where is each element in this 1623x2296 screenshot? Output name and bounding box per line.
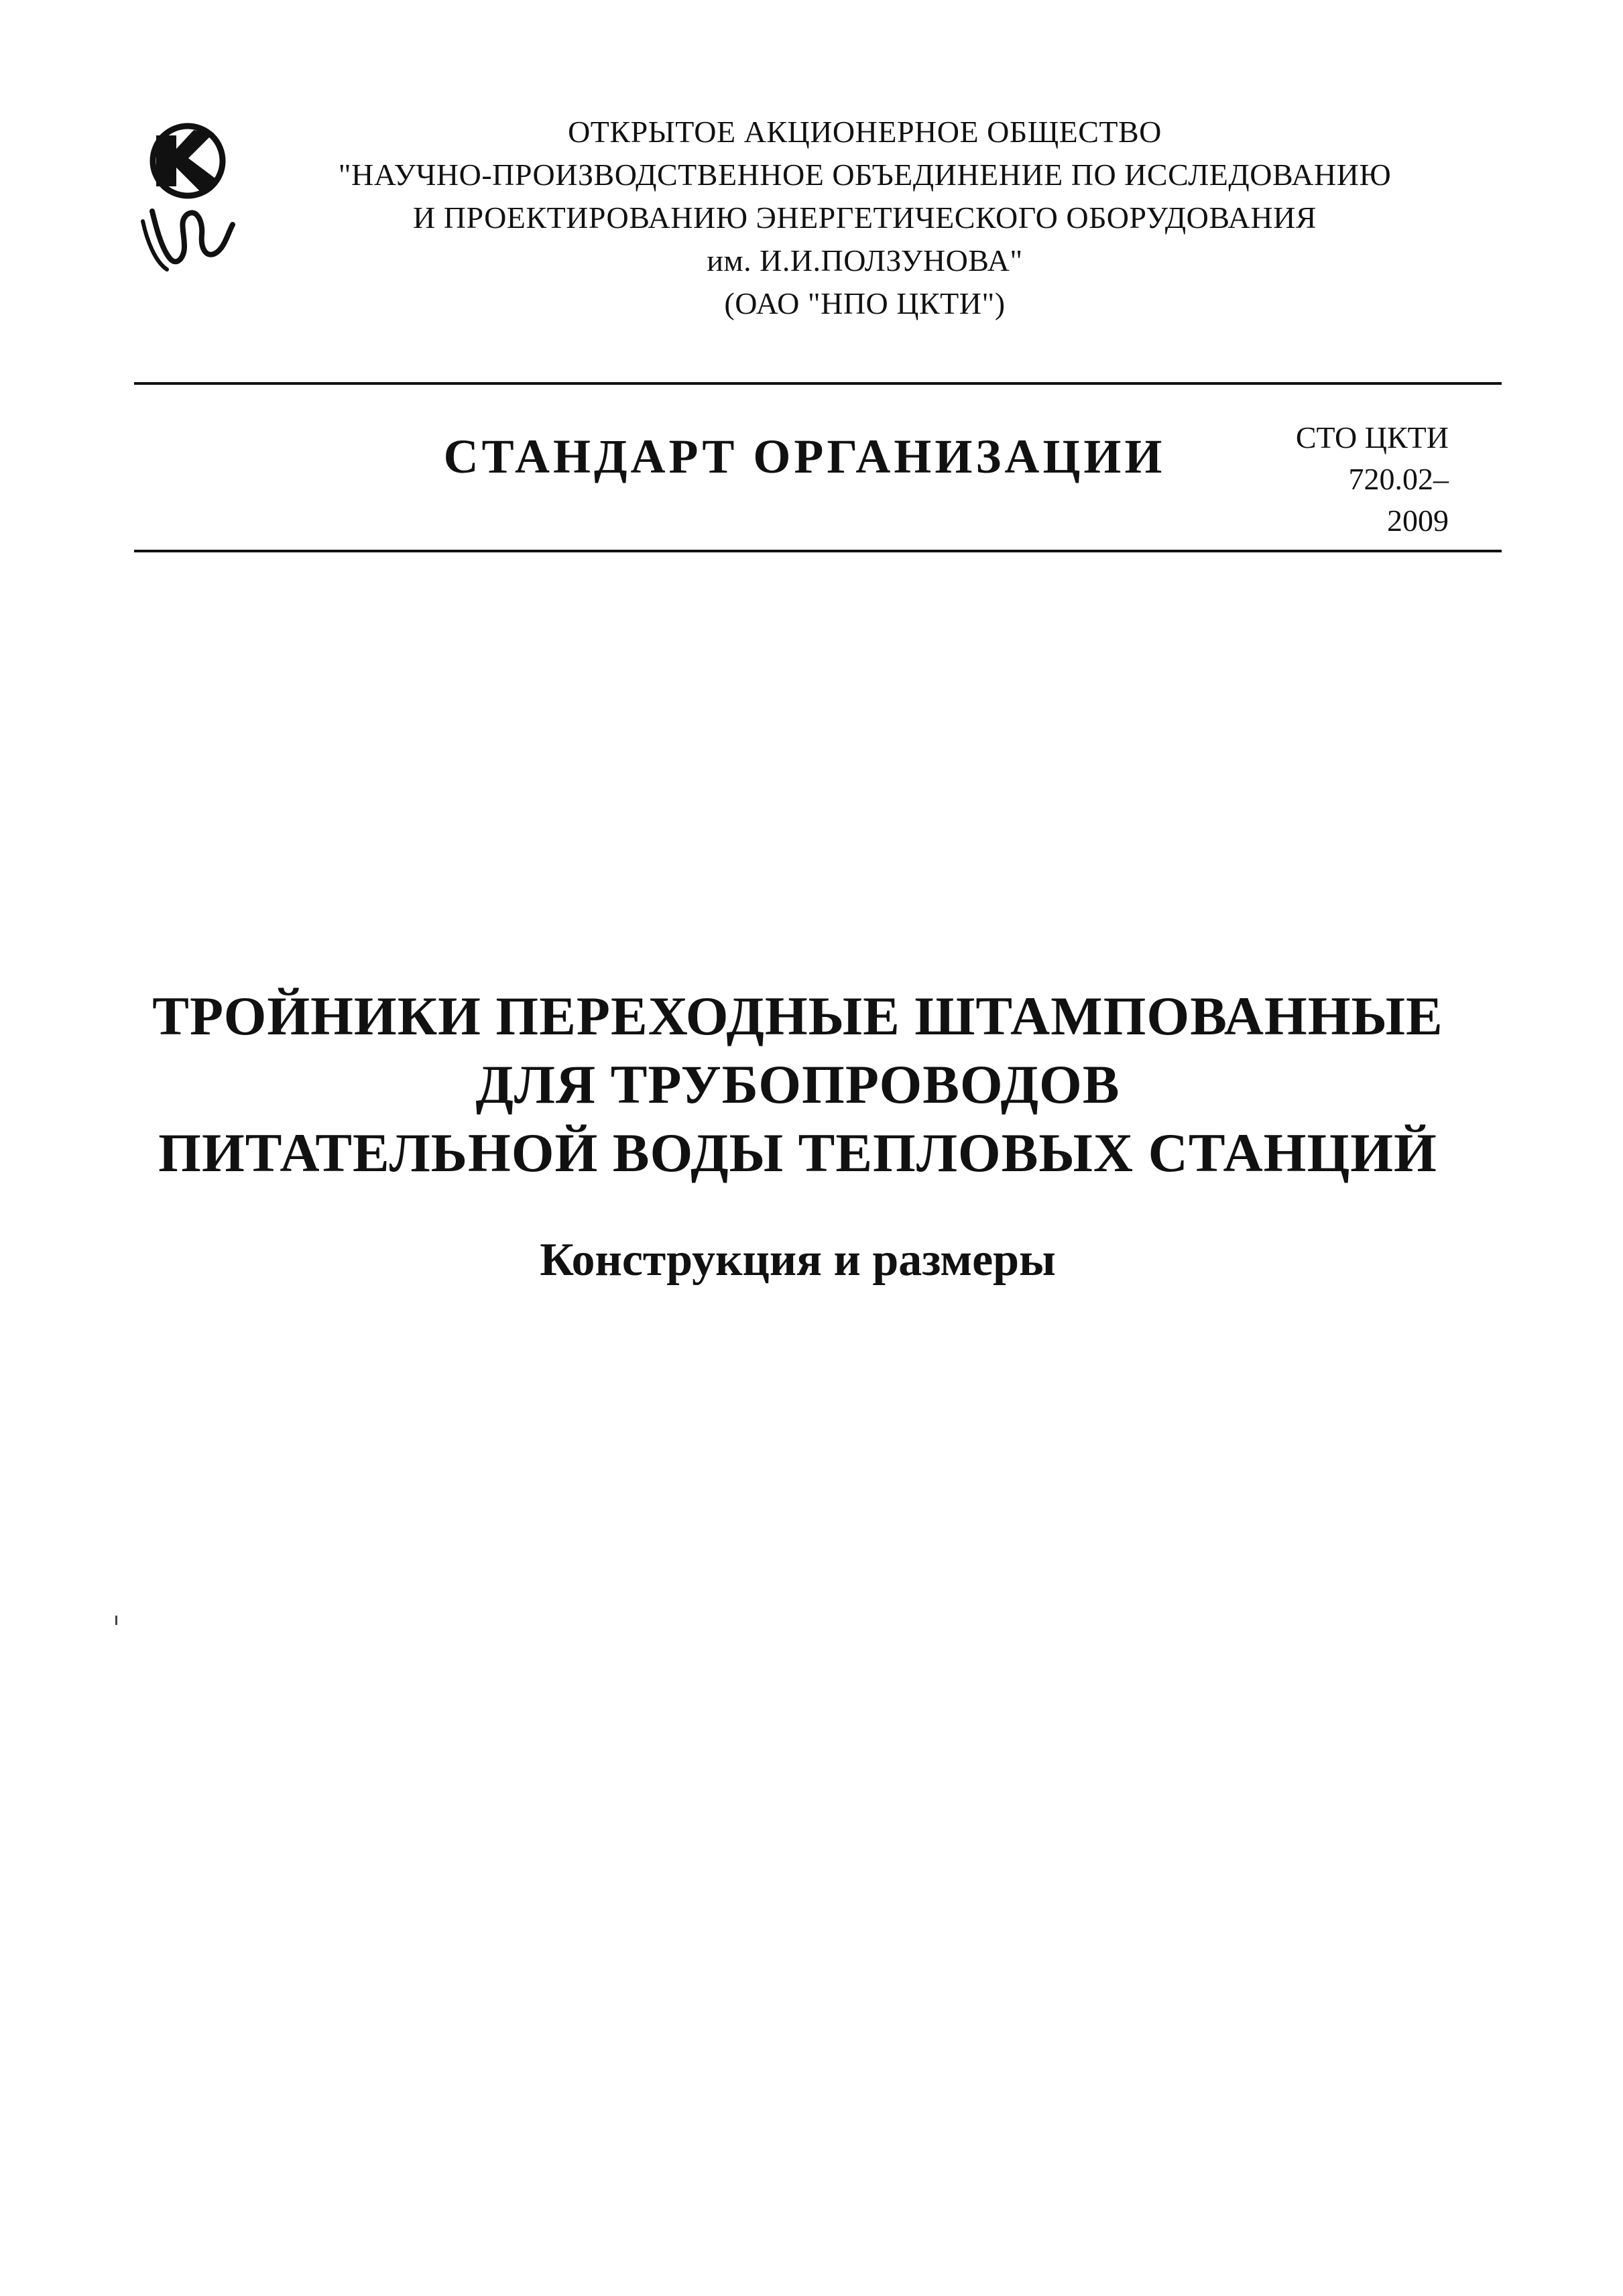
standard-code <box>1167 417 1449 542</box>
standard-code-line-3: 2009 <box>1387 503 1449 538</box>
title-line-2: ДЛЯ ТРУБОПРОВОДОВ <box>475 1054 1120 1115</box>
standard-label: СТАНДАРТ ОРГАНИЗАЦИИ <box>443 430 1166 483</box>
scan-speck <box>115 1616 117 1625</box>
org-line-1: ОТКРЫТОЕ АКЦИОНЕРНОЕ ОБЩЕСТВО <box>568 115 1162 149</box>
title-line-3: ПИТАТЕЛЬНОЙ ВОДЫ ТЕПЛОВЫХ СТАНЦИЙ <box>158 1122 1437 1183</box>
org-line-4: им. И.И.ПОЛЗУНОВА" <box>707 243 1023 278</box>
standard-code-line-2: 720.02– <box>1348 462 1449 496</box>
bottom-divider <box>134 550 1502 552</box>
document-subtitle: Конструкция и размеры <box>540 1234 1056 1286</box>
org-line-5: (ОАО "НПО ЦКТИ") <box>724 286 1006 320</box>
title-line-1: ТРОЙНИКИ ПЕРЕХОДНЫЕ ШТАМПОВАННЫЕ <box>152 985 1443 1046</box>
org-line-3: И ПРОЕКТИРОВАНИЮ ЭНЕРГЕТИЧЕСКОГО ОБОРУДОВАНИЯ <box>413 200 1317 235</box>
top-divider <box>134 382 1502 385</box>
org-line-2: "НАУЧНО-ПРОИЗВОДСТВЕННОЕ ОБЪЕДИНЕНИЕ ПО ИССЛЕДОВАНИЮ <box>338 158 1392 192</box>
ckti-logo-icon <box>137 121 238 275</box>
document-title <box>67 982 1528 1187</box>
standard-code-line-1: СТО ЦКТИ <box>1295 420 1449 455</box>
organization-header <box>255 111 1475 325</box>
